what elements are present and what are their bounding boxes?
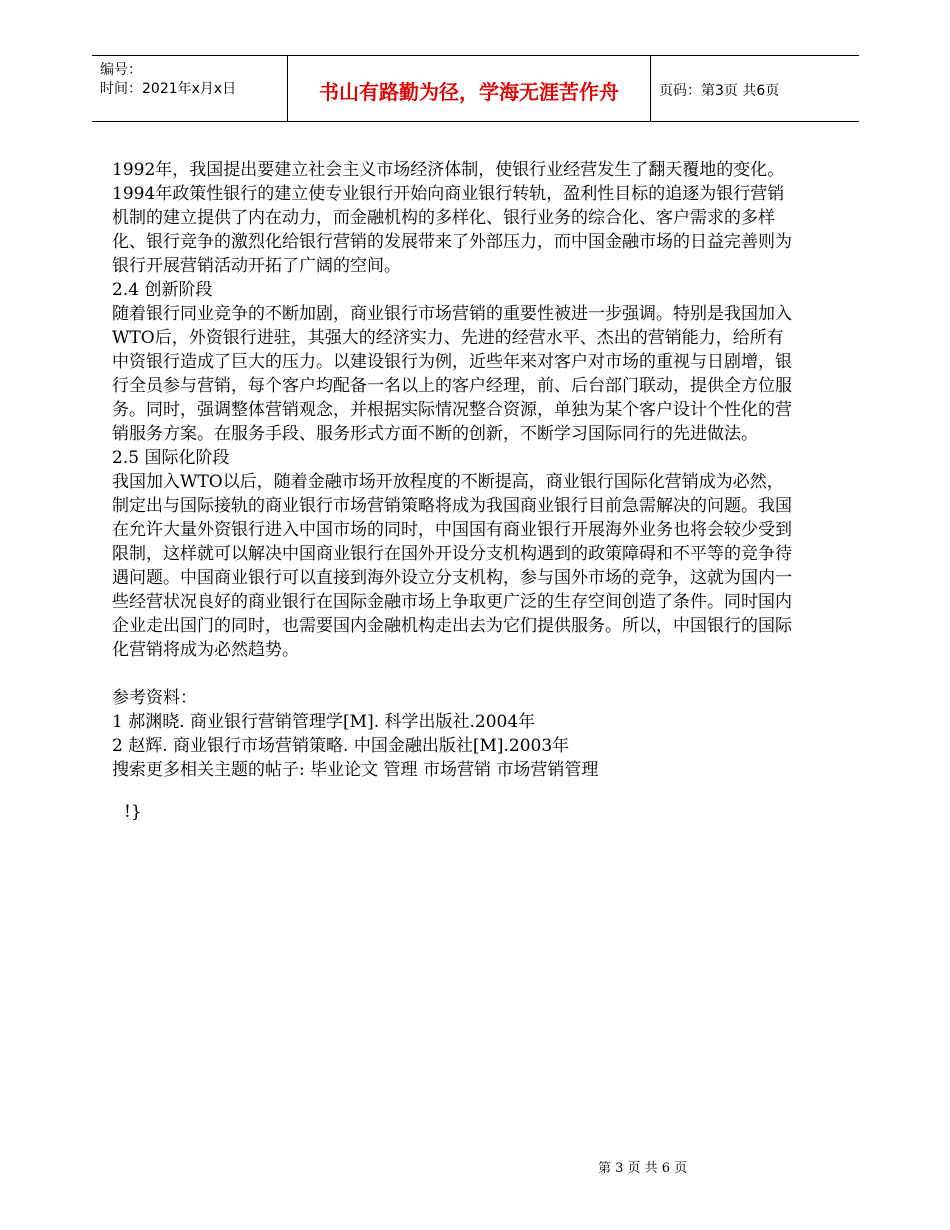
footer-page-number: 第 3 页 共 6 页 xyxy=(598,1161,688,1176)
document-number-label: 编号： xyxy=(100,62,142,78)
document-body xyxy=(112,158,792,824)
reference-item-1: 1 郝渊晓. 商业银行营销管理学[M]. 科学出版社.2004年 xyxy=(112,712,536,732)
section-heading-2-5: 2.5 国际化阶段 xyxy=(112,448,230,468)
paragraph-development-1992: 1992年，我国提出要建立社会主义市场经济体制，使银行业经营发生了翻天覆地的变化。1994年政策性银行的建立使专业银行开始向商业银行转轨，盈利性目标的追逐为银行营销机制的建立提供了内在动力，而金融机构的多样化、银行业务的综合化、客户需求的多样化、银行竞争的激烈化给银行营销的发展带来了外部压力，而中国金融市场的日益完善则为银行开展营销活动开拓了广阔的空间。 xyxy=(112,160,792,276)
stray-characters: !} xyxy=(124,802,142,822)
reference-item-2: 2 赵辉. 商业银行市场营销策略. 中国金融出版社[M].2003年 xyxy=(112,736,570,756)
header-divider-right xyxy=(650,55,651,122)
references-title: 参考资料： xyxy=(112,688,197,708)
header-motto: 书山有路勤为径，学海无涯苦作舟 xyxy=(319,80,619,104)
header-top-rule xyxy=(92,55,859,56)
header-page-info: 页码：第3页 共6页 xyxy=(659,83,780,99)
related-topics-line: 搜索更多相关主题的帖子: 毕业论文 管理 市场营销 市场营销管理 xyxy=(112,760,599,780)
section-heading-2-4: 2.4 创新阶段 xyxy=(112,280,213,300)
paragraph-internationalization-stage: 我国加入WTO以后，随着金融市场开放程度的不断提高，商业银行国际化营销成为必然，制定出与国际接轨的商业银行市场营销策略将成为我国商业银行目前急需解决的问题。我国在允许大量外资银行进入中国市场的同时，中国国有商业银行开展海外业务也将会较少受到限制，这样就可以解决中国商业银行在国外开设分支机构遇到的政策障碍和不平等的竞争待遇问题。中国商业银行可以直接到海外设立分支机构，参与国外市场的竞争，这就为国内一些经营状况良好的商业银行在国际金融市场上争取更广泛的生存空间创造了条件。同时国内企业走出国门的同时，也需要国内金融机构走出去为它们提供服务。所以，中国银行的国际化营销将成为必然趋势。 xyxy=(112,472,792,660)
header-bottom-rule xyxy=(92,121,859,122)
paragraph-innovation-stage: 随着银行同业竞争的不断加剧，商业银行市场营销的重要性被进一步强调。特别是我国加入WTO后，外资银行进驻，其强大的经济实力、先进的经营水平、杰出的营销能力，给所有中资银行造成了巨大的压力。以建设银行为例，近些年来对客户对市场的重视与日剧增，银行全员参与营销，每个客户均配备一名以上的客户经理，前、后台部门联动，提供全方位服务。同时，强调整体营销观念，并根据实际情况整合资源，单独为某个客户设计个性化的营销服务方案。在服务手段、服务形式方面不断的创新，不断学习国际同行的先进做法。 xyxy=(112,304,792,444)
document-date: 时间：2021年x月x日 xyxy=(100,81,237,97)
